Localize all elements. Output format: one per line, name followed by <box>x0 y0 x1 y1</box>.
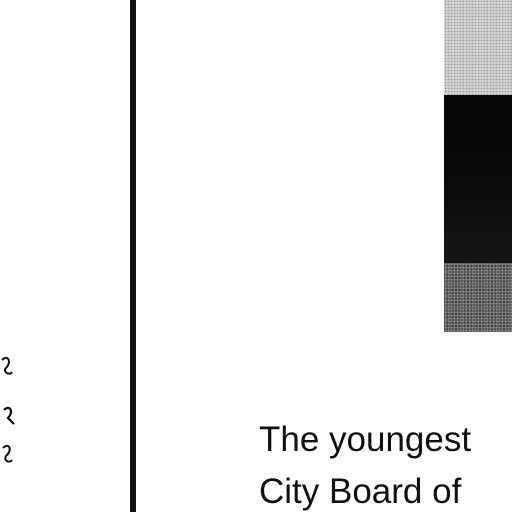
article-body-text <box>259 414 512 512</box>
article-photo <box>444 0 512 332</box>
handwriting-fragment-icon <box>0 352 20 482</box>
article-line-2: City Board of <box>259 472 462 511</box>
photo-light-region <box>444 0 512 95</box>
article-line-1: The youngest <box>259 420 472 459</box>
photo-mid-region <box>444 263 512 332</box>
left-column-text-fragments <box>0 352 20 482</box>
column-divider-rule <box>130 0 136 512</box>
photo-dark-region <box>444 95 512 263</box>
